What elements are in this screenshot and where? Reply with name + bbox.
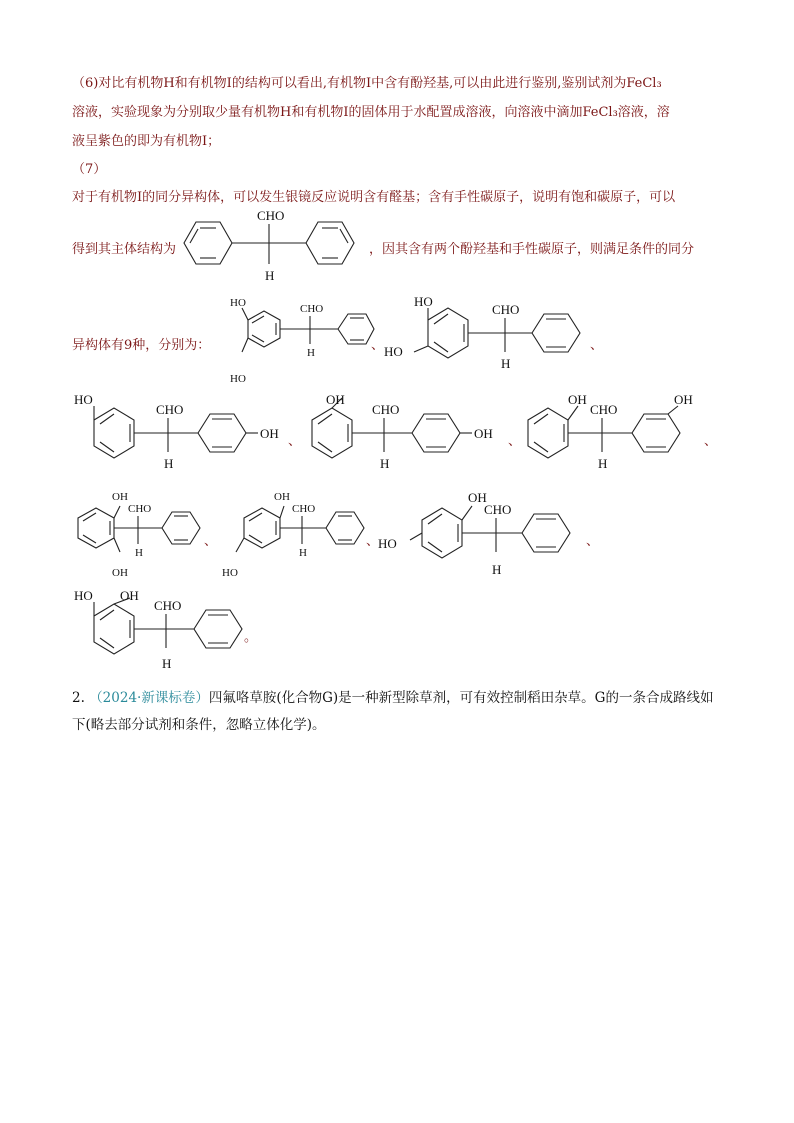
cho-label: CHO [590,402,618,417]
oh-label: OH [674,392,693,407]
ho-label: HO [74,392,93,407]
question-2-line2: 下(略去部分试剂和条件，忽略立体化学)。 [72,717,326,733]
ho-label: HO [414,294,433,309]
oh-label: OH [468,490,487,505]
cho-label: CHO [257,208,285,223]
ho-label: HO [384,344,403,359]
h-label: H [380,456,390,471]
benzene-ring [532,314,580,352]
ho-label: HO [222,567,238,579]
main-structure-diagram [180,208,370,288]
h-label: H [164,456,174,471]
benzene-ring [522,514,570,552]
cho-label: CHO [484,502,512,517]
h-label: H [162,656,172,671]
separator: 、 [371,338,385,353]
part6-line2: 溶液，实验现象为分别取少量有机物H和有机物I的固体用于水配置成溶液，向溶液中滴加FeCl₃溶液，溶 [72,105,670,120]
h-label: H [492,562,502,577]
isomer-7 [220,490,370,582]
ho-label: HO [230,373,246,385]
benzene-ring [528,408,568,458]
oh-label: OH [326,392,345,407]
h-label: H [265,268,275,283]
isomer-9 [70,588,260,680]
cho-label: CHO [492,302,520,317]
oh-label: OH [260,426,279,441]
part6-line1: （6)对比有机物H和有机物I的结构可以看出,有机物I中含有酚羟基,可以由此进行鉴别,鉴别试剂为FeCl₃ [72,76,662,91]
separator: 、 [204,534,218,549]
separator: 、 [508,434,522,449]
benzene-ring [326,512,364,544]
h-label: H [307,347,315,359]
ho-label: HO [378,536,397,551]
isomer-5 [522,392,712,484]
benzene-ring [78,508,114,548]
separator: 、 [366,534,380,549]
oh-label: OH [112,491,128,503]
cho-label: CHO [156,402,184,417]
benzene-ring [244,508,280,548]
oh-label: OH [112,567,128,579]
isomer-8 [378,490,588,582]
cho-label: CHO [372,402,400,417]
isomer-3 [70,392,300,484]
separator: 、 [586,534,600,549]
oh-label: OH [474,426,493,441]
h-label: H [299,547,307,559]
part7-line1: 对于有机物I的同分异构体，可以发生银镜反应说明含有醛基；含有手性碳原子，说明有饱和碳原子，可以 [72,190,676,205]
h-label: H [135,547,143,559]
cho-label: CHO [154,598,182,613]
part7-line2-post: ，因其含有两个酚羟基和手性碳原子，则满足条件的同分 [369,242,695,257]
question-2-line1 [72,686,713,706]
question-number: 2. [72,690,85,706]
isomer-6 [70,490,210,582]
oh-label: OH [568,392,587,407]
oh-label: OH [274,491,290,503]
end-mark: 。 [244,630,258,645]
benzene-ring [632,414,680,452]
isomer-1 [228,294,378,386]
isomer-count: 9 [124,338,133,353]
benzene-ring [312,408,352,458]
benzene-ring [94,408,134,458]
part6-line3: 液呈紫色的即为有机物I； [72,134,221,149]
separator: 、 [704,434,718,449]
part7-line3-post: 种，分别为： [132,338,211,353]
benzene-ring [412,414,460,452]
benzene-ring [428,308,468,358]
benzene-ring [198,414,246,452]
h-label: H [598,456,608,471]
ho-label: HO [230,297,246,309]
oh-label: OH [120,588,139,603]
benzene-ring [94,604,134,654]
benzene-ring [422,508,462,558]
cho-label: CHO [292,503,316,515]
part7-label: （7） [72,162,107,177]
part7-line2-pre: 得到其主体结构为 [72,242,177,257]
part7-line3 [72,334,210,353]
h-label: H [501,356,511,371]
part7-line3-pre: 异构体有 [72,338,125,353]
separator: 、 [590,338,604,353]
benzene-ring [162,512,200,544]
isomer-2 [384,294,594,386]
ho-label: HO [74,588,93,603]
cho-label: CHO [128,503,152,515]
benzene-ring [194,610,242,648]
separator: 、 [288,434,302,449]
cho-label: CHO [300,303,324,315]
question-text: 四氟咯草胺(化合物G)是一种新型除草剂，可有效控制稻田杂草。G的一条合成路线如 [208,690,714,706]
question-source: （2024·新课标卷） [89,690,209,706]
isomer-4 [302,392,512,484]
